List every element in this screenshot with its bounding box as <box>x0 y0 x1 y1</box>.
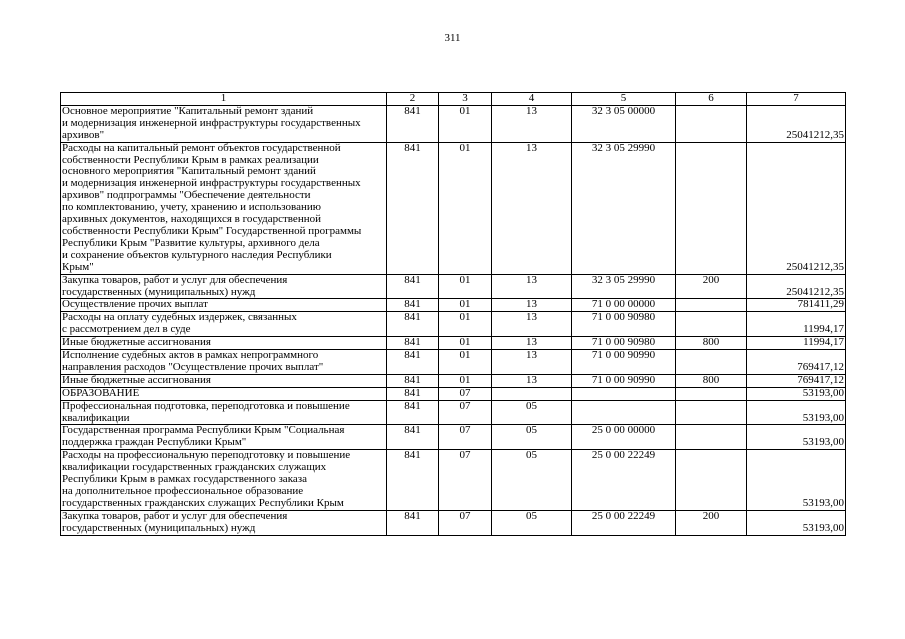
description-cell <box>61 312 387 337</box>
table-row <box>61 350 846 375</box>
description-line: по комплектованию, учету, хранению и использованию <box>62 201 321 214</box>
description-line: с рассмотрением дел в суде <box>62 323 191 336</box>
target-article-cell: 71 0 00 90990 <box>572 374 676 387</box>
budget-table <box>60 92 846 536</box>
description-line: государственных гражданских служащих Республики Крым <box>62 496 344 509</box>
expense-type-cell <box>676 142 747 274</box>
grbs-code-cell: 841 <box>387 299 439 312</box>
target-article-cell: 71 0 00 00000 <box>572 299 676 312</box>
description-cell <box>61 274 387 299</box>
grbs-code-cell: 841 <box>387 400 439 425</box>
subsection-code-cell: 13 <box>492 142 572 274</box>
grbs-code-cell: 841 <box>387 105 439 142</box>
table-header-row <box>61 93 846 106</box>
page-number: 311 <box>444 32 461 44</box>
table-row <box>61 400 846 425</box>
subsection-code-cell: 13 <box>492 274 572 299</box>
expense-type-cell <box>676 299 747 312</box>
description-line: государственных (муниципальных) нужд <box>62 285 256 298</box>
grbs-code-cell: 841 <box>387 425 439 450</box>
description-line: и модернизация инженерной инфраструктуры государственных <box>62 116 361 129</box>
description-cell <box>61 400 387 425</box>
description-line: Крым" <box>62 260 94 273</box>
description-cell <box>61 142 387 274</box>
table-row <box>61 510 846 535</box>
target-article-cell: 71 0 00 90990 <box>572 350 676 375</box>
subsection-code-cell: 13 <box>492 299 572 312</box>
grbs-code-cell: 841 <box>387 450 439 511</box>
expense-type-cell <box>676 312 747 337</box>
description-line: Исполнение судебных актов в рамках непрограммного <box>62 349 319 362</box>
description-line: архивов" подпрограммы "Обеспечение деятельности <box>62 189 311 202</box>
description-line: собственности Республики Крым" Государственной программы <box>62 224 362 237</box>
grbs-code-cell: 841 <box>387 387 439 400</box>
description-line: Закупка товаров, работ и услуг для обеспечения <box>62 274 288 286</box>
description-line: Осуществление прочих выплат <box>62 298 208 311</box>
grbs-code-cell: 841 <box>387 142 439 274</box>
grbs-code-cell: 841 <box>387 350 439 375</box>
expense-type-cell <box>676 400 747 425</box>
amount-cell: 53193,00 <box>747 400 846 425</box>
section-code-cell: 01 <box>439 350 492 375</box>
section-code-cell: 07 <box>439 387 492 400</box>
grbs-code-cell: 841 <box>387 337 439 350</box>
target-article-cell: 25 0 00 22249 <box>572 450 676 511</box>
amount-cell: 53193,00 <box>747 510 846 535</box>
expense-type-cell: 800 <box>676 337 747 350</box>
target-article-cell: 32 3 05 00000 <box>572 105 676 142</box>
section-code-cell: 01 <box>439 312 492 337</box>
subsection-code-cell: 13 <box>492 374 572 387</box>
expense-type-cell <box>676 450 747 511</box>
description-line: поддержка граждан Республики Крым" <box>62 436 247 449</box>
subsection-code-cell: 05 <box>492 450 572 511</box>
subsection-code-cell: 05 <box>492 400 572 425</box>
header-cell: 7 <box>747 93 846 106</box>
description-line: собственности Республики Крым в рамках реализации <box>62 153 319 166</box>
description-line: квалификации государственных гражданских служащих <box>62 461 327 474</box>
description-line: Профессиональная подготовка, переподготовка и повышение <box>62 400 350 412</box>
section-code-cell: 07 <box>439 425 492 450</box>
description-cell <box>61 425 387 450</box>
header-cell: 5 <box>572 93 676 106</box>
header-cell: 3 <box>439 93 492 106</box>
expense-type-cell: 800 <box>676 374 747 387</box>
table-row <box>61 450 846 511</box>
target-article-cell <box>572 387 676 400</box>
description-line: Иные бюджетные ассигнования <box>62 374 211 386</box>
amount-cell: 25041212,35 <box>747 142 846 274</box>
table-row <box>61 337 846 350</box>
amount-cell: 769417,12 <box>747 350 846 375</box>
amount-cell: 781411,29 <box>747 299 846 312</box>
expense-type-cell: 200 <box>676 510 747 535</box>
description-cell <box>61 387 387 400</box>
amount-cell: 53193,00 <box>747 387 846 400</box>
description-line: Расходы на капитальный ремонт объектов государственной <box>62 142 341 154</box>
section-code-cell: 01 <box>439 105 492 142</box>
table-row <box>61 312 846 337</box>
expense-type-cell <box>676 105 747 142</box>
amount-cell: 769417,12 <box>747 374 846 387</box>
subsection-code-cell: 13 <box>492 105 572 142</box>
table-row <box>61 105 846 142</box>
amount-cell: 11994,17 <box>747 312 846 337</box>
grbs-code-cell: 841 <box>387 510 439 535</box>
expense-type-cell <box>676 425 747 450</box>
description-line: архивных документов, находящихся в государственной <box>62 213 321 226</box>
section-code-cell: 07 <box>439 450 492 511</box>
subsection-code-cell: 05 <box>492 510 572 535</box>
description-cell <box>61 450 387 511</box>
description-cell <box>61 374 387 387</box>
target-article-cell: 25 0 00 22249 <box>572 510 676 535</box>
section-code-cell: 01 <box>439 299 492 312</box>
table-row <box>61 274 846 299</box>
target-article-cell: 32 3 05 29990 <box>572 274 676 299</box>
table-row <box>61 387 846 400</box>
amount-cell: 53193,00 <box>747 425 846 450</box>
description-line: Республики Крым "Развитие культуры, архивного дела <box>62 236 320 249</box>
subsection-code-cell: 13 <box>492 312 572 337</box>
subsection-code-cell <box>492 387 572 400</box>
section-code-cell: 07 <box>439 510 492 535</box>
section-code-cell: 01 <box>439 142 492 274</box>
header-cell: 2 <box>387 93 439 106</box>
description-line: Республики Крым в рамках государственного заказа <box>62 473 307 486</box>
amount-cell: 11994,17 <box>747 337 846 350</box>
table-row <box>61 425 846 450</box>
target-article-cell: 71 0 00 90980 <box>572 312 676 337</box>
table-row <box>61 142 846 274</box>
section-code-cell: 07 <box>439 400 492 425</box>
description-line: государственных (муниципальных) нужд <box>62 521 256 534</box>
description-cell <box>61 337 387 350</box>
description-line: ОБРАЗОВАНИЕ <box>62 387 140 399</box>
subsection-code-cell: 13 <box>492 337 572 350</box>
description-line: квалификации <box>62 411 130 424</box>
description-line: Государственная программа Республики Крым "Социальная <box>62 424 345 437</box>
description-cell <box>61 105 387 142</box>
description-line: и модернизация инженерной инфраструктуры государственных <box>62 177 361 190</box>
header-cell: 6 <box>676 93 747 106</box>
description-line: основного мероприятия "Капитальный ремонт зданий <box>62 165 316 178</box>
section-code-cell: 01 <box>439 274 492 299</box>
amount-cell: 25041212,35 <box>747 105 846 142</box>
expense-type-cell <box>676 350 747 375</box>
description-cell <box>61 350 387 375</box>
grbs-code-cell: 841 <box>387 312 439 337</box>
description-line: на дополнительное профессиональное образование <box>62 485 304 497</box>
description-line: архивов" <box>62 128 105 141</box>
target-article-cell <box>572 400 676 425</box>
subsection-code-cell: 05 <box>492 425 572 450</box>
grbs-code-cell: 841 <box>387 374 439 387</box>
description-line: Закупка товаров, работ и услуг для обеспечения <box>62 510 288 522</box>
amount-cell: 53193,00 <box>747 450 846 511</box>
amount-cell: 25041212,35 <box>747 274 846 299</box>
header-cell: 4 <box>492 93 572 106</box>
section-code-cell: 01 <box>439 374 492 387</box>
header-cell: 1 <box>61 93 387 106</box>
target-article-cell: 32 3 05 29990 <box>572 142 676 274</box>
description-line: направления расходов "Осуществление прочих выплат" <box>62 360 324 373</box>
description-line: Иные бюджетные ассигнования <box>62 336 211 349</box>
table-row <box>61 299 846 312</box>
subsection-code-cell: 13 <box>492 350 572 375</box>
table-row <box>61 374 846 387</box>
description-line: Основное мероприятие "Капитальный ремонт зданий <box>62 105 314 117</box>
target-article-cell: 25 0 00 00000 <box>572 425 676 450</box>
target-article-cell: 71 0 00 90980 <box>572 337 676 350</box>
description-line: Расходы на оплату судебных издержек, связанных <box>62 311 297 324</box>
description-cell <box>61 510 387 535</box>
description-cell <box>61 299 387 312</box>
description-line: и сохранение объектов культурного наследия Республики <box>62 248 332 261</box>
expense-type-cell <box>676 387 747 400</box>
expense-type-cell: 200 <box>676 274 747 299</box>
grbs-code-cell: 841 <box>387 274 439 299</box>
description-line: Расходы на профессиональную переподготовку и повышение <box>62 449 351 462</box>
section-code-cell: 01 <box>439 337 492 350</box>
